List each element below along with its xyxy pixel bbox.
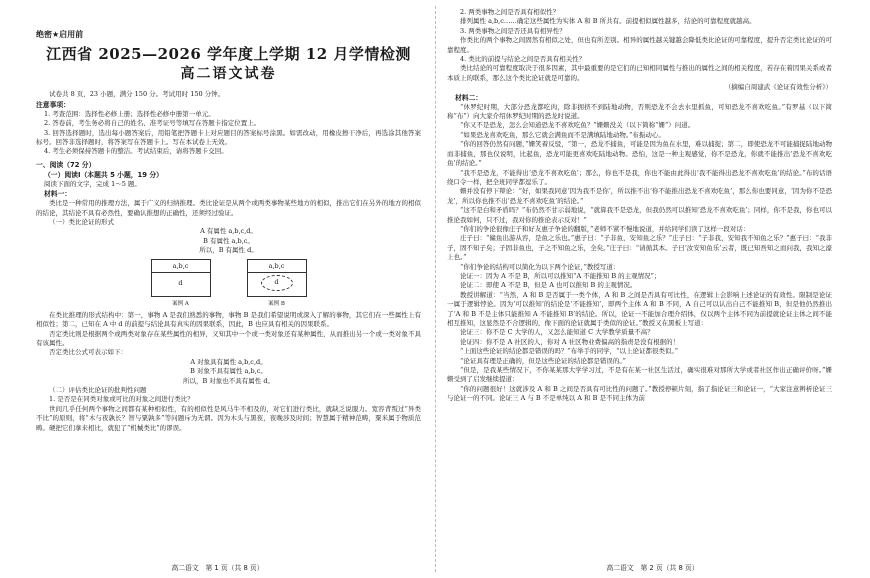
formula-line: 所以，B 对象也不具有属性 d。 xyxy=(182,376,275,385)
paragraph: “你又不是恐龙，怎么会知道恐龙不喜欢吃鱼？”姗姗没关（以下简称“姗”）问道。 xyxy=(460,121,695,130)
paragraph: “如果恐龙喜欢吃鱼，那么它就会满鱼而不是满填陆地动物。”布振动心。 xyxy=(460,130,665,139)
paragraph: 类比是一种常用的推理方法，属于广义的归纳推理。类比论证是从两个或两类事物某些地方的相似，推出它们在另外的地方的相似的结论，其结论不具有必然性，要确认推想的正确性，还须经过验证。 xyxy=(36,199,421,217)
argument-line: 论证四：你不是 A 社区的人，你对 A 社区物业费偏高的指责是没有根据的！ xyxy=(460,337,680,346)
case-b-box xyxy=(247,259,307,297)
argument-line: 论证一：因为 A 不是 B，所以可以推知“A 不能推知 B 的主观情况”； xyxy=(460,271,661,280)
paragraph: 否定类比则是根据两个或两类对象存在某些属性的相异，又知其中一个或一类对象还有某种属性，从而推出另一个或一类对象不具有该属性。 xyxy=(36,329,421,347)
case-a xyxy=(151,259,211,307)
case-b-ellipse xyxy=(261,275,293,291)
formula-line: A 对象具有属性 a,b,c,d。 xyxy=(190,357,267,366)
note-item: 3. 回答选择题时，选出每小题答案后，用铅笔把答题卡上对应题目的答案标号涂黑。如需改动，用橡皮擦干净后，再选涂其他答案标号。回答非选择题时，将答案写在答题卡上。写在本试卷上无效。 xyxy=(36,128,421,147)
part-instruction: 阅读下面的文字，完成 1～5 题。 xyxy=(44,179,141,188)
page-footer-left: 高二语文 第 1 页（共 8 页） xyxy=(171,564,264,572)
paragraph: 姗并没有停下辩论：“好，如果我同意‘因为我不是你’，所以推不出‘你不能推出恐龙不喜欢吃鱼’，那么你也要同意，‘因为你不是恐龙’，所以你也推不出‘恐龙不喜欢吃鱼’的结论。” xyxy=(447,187,832,205)
part-heading: （一）阅读Ⅰ（本题共 5 小题，19 分） xyxy=(44,170,163,179)
secret-label: 绝密★启用前 xyxy=(36,30,84,39)
question-line: 3. 两类事物之间是否还具有相异性？ xyxy=(460,26,566,35)
formula-line: B 有属性 a,b,c。 xyxy=(203,236,254,245)
case-diagram xyxy=(36,259,421,307)
subheading: （一）类比论证的形式 xyxy=(49,218,114,227)
quote-paragraph: 庄子曰：“鯈鱼出游从容，是鱼之乐也。”惠子曰：“子非鱼，安知鱼之乐？”庄子曰：“子非我，安知我不知鱼之乐？”惠子曰：“我非子，固不知子矣；子固非鱼也，子之不知鱼之乐，全矣。”庄子曰：“请循其本。子曰‘汝安知鱼乐’云者，既已知吾知之而问我，我知之濠上也。” xyxy=(447,234,832,262)
right-page xyxy=(435,0,870,578)
case-b-d: d xyxy=(274,278,279,287)
case-b-caption: 案例 B xyxy=(268,300,285,307)
argument-line: 论证三：你不是 C 大学的人，又怎么能知道 C 大学教学质量不高？ xyxy=(460,328,654,337)
paragraph: 世间几乎任何两个事物之间都有某种相似性，有的相似性是风马牛不相及的，对它们进行类比，就缺乏说服力。宽容背叛过“异类不比”的原则，将“木与夜孰长？智与粟孰多”等问题斥为无谓。因为木头与黑夜，夜晚涉及时间；智慧属于精神范畴，粟米属于物质范畴。硬把它们拿来相比，就犯了“机械类比”的谬误。 xyxy=(36,404,421,432)
subheading: （二）评估类比论证的批判性问题 xyxy=(49,385,147,394)
formula-line: B 对象不具有属性 a,b,c。 xyxy=(190,367,267,376)
paragraph: 在类比推理的形式结构中：第一，事物 A 是我们熟悉的事物，事物 B 是我们希望说明或深入了解的事物，其它们在一些属性上有相似性；第二，已知在 A 中 d 的前提与结论具有真实的因果联系，因此，B 也应具有相关的因果联系。 xyxy=(36,310,421,329)
paragraph: “这不是白和矛盾吗？”布仍然不甘示弱地说，“就算我不是恐龙，但我仍然可以推知‘恐龙不喜欢吃鱼’；同样，你不是我，你也可以推论我如何，只不过，我对你的推论表示反对！” xyxy=(447,206,832,224)
paragraph: 作类比的两个事物之间固然有相似之处，但也有所差别。相异的属性越关键越会降低类比论证的可靠程度，提升否定类比论证的可靠程度。 xyxy=(447,36,832,54)
paragraph: “我不是恐龙，不能得出‘恐龙不喜欢吃鱼’；那么，你也不是我，你也不能由此得出‘我不能得出恐龙不喜欢吃鱼’的结论。”布的话语绕口令一样，把全班同学都逗乐了。 xyxy=(447,168,832,186)
exam-title: 江西省 2025—2026 学年度上学期 12 月学情检测 xyxy=(46,45,411,64)
note-item: 1. 考查范围：选择性必修上册；选择性必修中册第一单元。 xyxy=(44,109,215,118)
material-heading: 材料一： xyxy=(44,190,72,199)
paragraph: “你的问题很好！这就涉及 A 和 B 之间是否具有可比性的问题了。”教授停顿片刻，指了指论证三和论证一，“大家注意辨析论证三与论证一的不同。论证三 A 与 B 不是单纯以 A 和 B 是不同主体为前 xyxy=(447,384,832,403)
source-citation: （摘编自周建武《论证有效性分析》） xyxy=(724,83,832,92)
case-a-caption: 案例 A xyxy=(172,300,189,307)
question-line: 1. 是否是在同类对象或可比的对象之间进行类比？ xyxy=(49,395,194,404)
case-b xyxy=(247,259,307,307)
paragraph: “你们争论的结构可以简化为以下两个论证，”教授写道： xyxy=(460,262,620,271)
paragraph: “你们的争论很像庄子和好友惠子争论的翻版，”老师不紧不慢地说道，并给同学们读了这样一段对话： xyxy=(460,224,750,233)
case-a-box xyxy=(151,259,211,297)
case-a-d: d xyxy=(178,279,183,288)
paragraph: 教授讲解道：“当然，A 和 B 是否属于一类个体，A 和 B 之间是否具有可比性，在逻辑上会影响上述论证的有效性。限制是论证一属于逻辑悖论。因为‘可以推知’的结论是‘不能推知’，即两个主体 A 和 B 不同，A 自己可以认出自己不能推知 B，但是他仍然推出了‘A 和 B 不是主体只能推知 A 不能推知 B’的结论。所以，论证一不能加合理介绍体，仅以两个主体不同为前提就论证主体之间不能相互推知，这显然是不合逻辑的，像下面的论证就属于类似的论证。”教授又在黑板上写道： xyxy=(447,290,832,327)
paragraph: “你的回答仍然有问题，”姗笑着反驳，“第一，恐龙不捕鱼，可能是因为鱼在水里，难以捕捉；第二，即使恐龙不可能捕捉陆地动物而非捕鱼，那也仅说明，比起鱼，恐龙可能更喜欢吃陆地动物。恐怕，这是一种主观感觉，你不是恐龙，你就不能推出‘恐龙不喜欢吃鱼’的结论。” xyxy=(447,140,832,168)
note-item: 2. 答卷前，考生务必将自己的姓名、准考证号等填写在答题卡指定位置上。 xyxy=(44,119,261,128)
paragraph: “但是，是我某些情况下，不你某某那大学学习过，不是有在某一社区生活过，确实很难对那所大学或者社区作出正确评价呀。”姗姗受到了启发继续提道： xyxy=(447,366,832,384)
question-line: 2. 两类事物之间是否具有相似性？ xyxy=(460,8,560,16)
section-heading: 一、阅读（72 分） xyxy=(36,160,96,169)
notes-heading: 注意事项： xyxy=(36,100,70,109)
paragraph: “上面这些论证的结论都是错误的吗？”布举手的同学，“以上论证都很类似。” xyxy=(460,347,679,356)
paragraph: “休罗纪时期，大部分恐龙都吃肉，除非拥挤不到陆地动物，否则恐龙不会去水里抓鱼，可知恐龙不喜欢吃鱼。”有罗基（以下简称“布”）向大家介绍休罗纪时期的恐龙时说道。 xyxy=(447,102,832,121)
paragraph: 排列属性 a,b,c……确定这些属性为实体 A 和 B 所共有。前提相似属性越多，结论的可靠程度就越高。 xyxy=(460,17,756,26)
paragraph: “论证具有理是正确的，但是这些论证的结论都是错误的。” xyxy=(460,356,626,365)
case-b-attrs: a,b,c xyxy=(268,261,285,270)
question-line: 4. 类比的前提与结论之间是否具有相关性？ xyxy=(460,55,586,64)
formula-line: A 有属性 a,b,c,d。 xyxy=(200,227,257,236)
paragraph: 否定类比公式可表示如下： xyxy=(49,348,127,357)
paragraph: 类比结论的可靠程度取决于很多因素，其中最重要的是它们的已知相同属性与推出的属性之间的相关程度，若存在着因果关系或者本质上的联系，那么这个类比论证就是可靠的。 xyxy=(447,64,832,82)
exam-subtitle: 高二语文试卷 xyxy=(180,66,277,83)
exam-intro: 试卷共 8 页，23 小题，满分 150 分。考试用时 150 分钟。 xyxy=(49,90,225,99)
formula-line: 所以，B 有属性 d。 xyxy=(199,246,258,255)
page-footer-right: 高二语文 第 2 页（共 8 页） xyxy=(606,564,699,572)
argument-line: 论证二：即使 A 不是 B，但是 A 也可以推知 B 的主观情况。 xyxy=(460,281,637,290)
material-heading: 材料二： xyxy=(455,93,483,102)
note-item: 4. 考生必须保持答题卡的整洁。考试结束后，请将答题卡交回。 xyxy=(44,147,228,156)
case-a-attrs: a,b,c xyxy=(172,261,189,270)
